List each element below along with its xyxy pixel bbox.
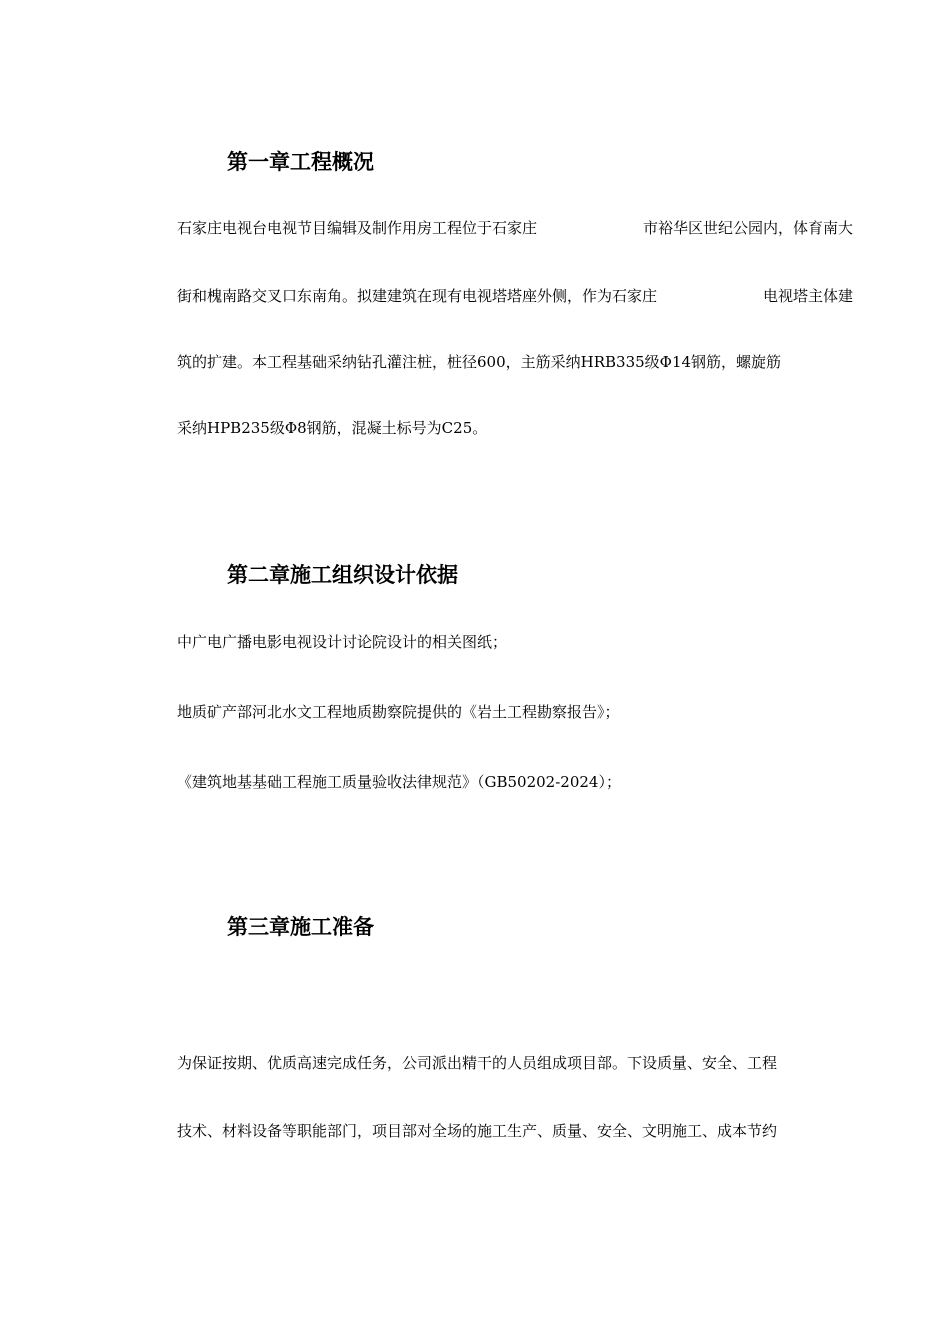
chapter1-line-3: 筑的扩建。本工程基础采纳钻孔灌注桩，桩径600，主筋采纳HRB335级Φ14钢筋，螺旋筋 xyxy=(177,353,782,371)
chapter1-line-4: 采纳HPB235级Φ8钢筋，混凝土标号为C25。 xyxy=(177,419,488,437)
chapter1-line-2 xyxy=(177,286,853,306)
chapter3-title: 第三章施工准备 xyxy=(227,915,374,939)
chapter3-line-1: 为保证按期、优质高速完成任务，公司派出精干的人员组成项目部。下设质量、安全、工程 xyxy=(177,1054,778,1072)
chapter1-line-1-part-a: 石家庄电视台电视节目编辑及制作用房工程位于石家庄 xyxy=(177,219,538,237)
chapter3-line-2: 技术、材料设备等职能部门，项目部对全场的施工生产、质量、安全、文明施工、成本节约 xyxy=(177,1122,778,1140)
chapter2-item-3: 《建筑地基基础工程施工质量验收法律规范》（GB50202-2024）； xyxy=(177,773,621,791)
chapter1-line-2-part-a: 街和槐南路交叉口东南角。拟建建筑在现有电视塔塔座外侧，作为石家庄 xyxy=(177,287,658,305)
chapter2-item-2: 地质矿产部河北水文工程地质勘察院提供的《岩土工程勘察报告》； xyxy=(177,703,620,721)
chapter1-line-1-part-b: 市裕华区世纪公园内，体育南大 xyxy=(642,219,853,237)
chapter1-line-1 xyxy=(177,218,853,238)
chapter2-title: 第二章施工组织设计依据 xyxy=(227,563,458,587)
chapter2-item-1: 中广电广播电影电视设计讨论院设计的相关图纸； xyxy=(177,633,508,651)
chapter1-title: 第一章工程概况 xyxy=(227,150,374,174)
chapter1-line-2-part-b: 电视塔主体建 xyxy=(762,287,853,305)
